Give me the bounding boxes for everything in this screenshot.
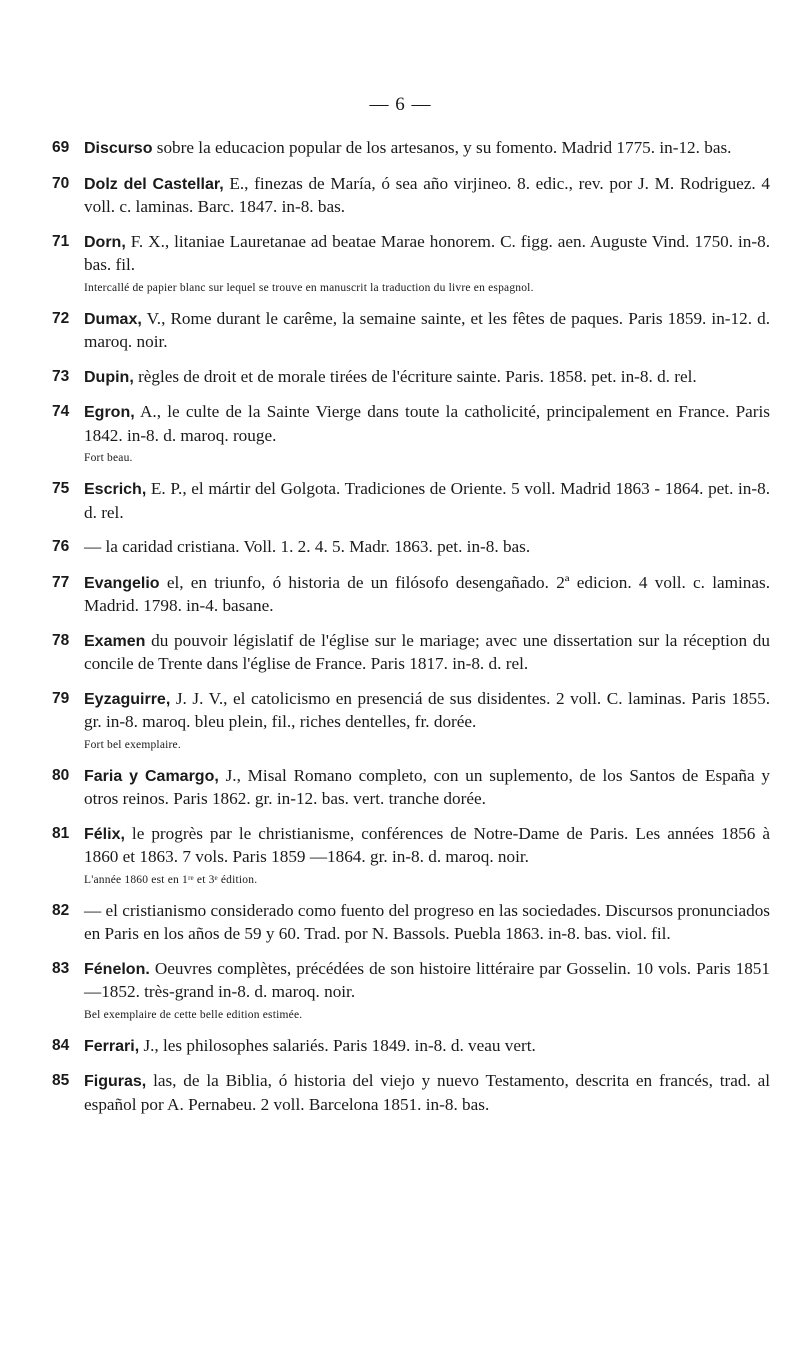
entry-number: 85	[52, 1072, 70, 1089]
entry-heading: Dolz del Castellar,	[84, 175, 224, 193]
entry-text: F. X., litaniae Lauretanae ad beatae Marae honorem. C. figg. aen. Auguste Vind. 1750. in-8. bas. fil.	[84, 231, 770, 274]
catalog-entry	[52, 231, 770, 296]
entry-number: 73	[52, 367, 70, 385]
entry-heading: Egron,	[84, 404, 135, 421]
entry-number: 79	[52, 689, 70, 707]
entry-note: L'année 1860 est en 1ʳᵉ et 3ᵉ édition.	[84, 873, 258, 886]
entry-text: — la caridad cristiana. Voll. 1. 2. 4. 5. Madr. 1863. pet. in-8. bas.	[84, 537, 531, 556]
catalog-entry	[52, 900, 770, 946]
catalog-entry	[52, 823, 770, 888]
catalog-entry	[52, 572, 770, 618]
entry-text: E., finezas de María, ó sea año virjineo. 8. edic., rev. por J. M. Rodriguez. 4 voll. c. laminas. Barc. 1847. in-8. bas.	[84, 173, 770, 216]
entry-text: sobre la educacion popular de los artesanos, y su fomento. Madrid 1775. in-12. bas.	[152, 138, 732, 157]
entry-heading: Dupin,	[84, 368, 134, 386]
entry-number: 82	[52, 901, 70, 919]
entry-note: Bel exemplaire de cette belle edition estimée.	[84, 1008, 303, 1021]
entry-heading: Fénelon.	[84, 960, 150, 978]
entry-heading: Eyzaguirre,	[84, 690, 171, 708]
catalog-entry	[52, 536, 770, 560]
entry-number: 77	[52, 573, 70, 591]
entry-note: Fort bel exemplaire.	[84, 738, 181, 751]
entry-text: J., Misal Romano completo, con un suplemento, de los Santos de España y otros reinos. Paris 1862. gr. in-12. bas. vert. tranche dorée.	[84, 765, 770, 808]
entry-text: J. J. V., el catolicismo en presenciá de sus disidentes. 2 voll. C. laminas. Paris 1855. gr. in-8. maroq. bleu plein, fil., riches dentelles, fr. dorée.	[84, 688, 770, 731]
catalog-entry	[52, 688, 770, 753]
entry-number: 71	[52, 232, 70, 250]
entry-heading: Examen	[84, 632, 146, 650]
entry-number: 81	[52, 824, 70, 842]
entry-number: 84	[52, 1036, 70, 1054]
entry-number: 74	[52, 403, 70, 420]
catalog-entry	[52, 137, 770, 161]
entry-heading: Figuras,	[84, 1073, 147, 1090]
entry-heading: Ferrari,	[84, 1037, 140, 1055]
entry-text: el, en triunfo, ó historia de un filósofo desengañado. 2ª edicion. 4 voll. c. laminas. Madrid. 1798. in-4. basane.	[84, 572, 770, 615]
entry-heading: Escrich,	[84, 481, 147, 498]
entry-number: 72	[52, 309, 70, 327]
catalog-entry	[52, 366, 770, 390]
entry-number: 83	[52, 959, 70, 977]
catalog-entry	[52, 173, 770, 219]
entry-text: A., le culte de la Sainte Vierge dans toute la catholicité, principalement en France. Paris 1842. in-8. d. maroq. rouge.	[84, 402, 770, 445]
page-number: — 6 —	[369, 94, 432, 115]
entry-text: Oeuvres complètes, précédées de son histoire littéraire par Gosselin. 10 vols. Paris 1851—1852. très-grand in-8. d. maroq. noir.	[84, 958, 770, 1001]
entry-note: Fort beau.	[84, 452, 133, 464]
entry-text: — el cristianismo considerado como fuento del progreso en las sociedades. Discursos pronunciados en Paris en los años de 59 y 60. Trad. por N. Bassols. Puebla 1863. in-8. bas. viol. fil.	[84, 900, 770, 943]
entry-number: 70	[52, 174, 70, 192]
entry-number: 75	[52, 480, 70, 497]
entry-text: las, de la Biblia, ó historia del viejo y nuevo Testamento, descrita en francés, trad. al español por A. Pernabeu. 2 voll. Barcelona 1851. in-8. bas.	[84, 1071, 770, 1114]
catalog-entry	[52, 401, 770, 466]
entry-text: du pouvoir législatif de l'église sur le mariage; avec une dissertation sur la réception du concile de Trente dans l'église de France. Paris 1817. in-8. d. rel.	[84, 630, 770, 673]
catalog-entry	[52, 308, 770, 354]
entry-heading: Félix,	[84, 825, 125, 843]
entry-number: 78	[52, 631, 70, 649]
entry-text: V., Rome durant le carême, la semaine sainte, et les fêtes de paques. Paris 1859. in-12. d. maroq. noir.	[84, 308, 770, 351]
entry-number: 80	[52, 766, 70, 784]
entry-note: Intercallé de papier blanc sur lequel se trouve en manuscrit la traduction du livre en espagnol.	[84, 281, 534, 294]
catalog-entry	[52, 1070, 770, 1116]
entry-text: J., les philosophes salariés. Paris 1849. in-8. d. veau vert.	[139, 1035, 536, 1055]
catalog-entry	[52, 630, 770, 676]
entry-heading: Evangelio	[84, 574, 160, 592]
entry-text: règles de droit et de morale tirées de l'écriture sainte. Paris. 1858. pet. in-8. d. rel.	[133, 366, 697, 386]
entry-heading: Discurso	[84, 140, 153, 157]
catalog-entry	[52, 478, 770, 524]
catalog-entry	[52, 1035, 770, 1059]
entry-heading: Dorn,	[84, 233, 126, 251]
entry-text: E. P., el mártir del Golgota. Tradiciones de Oriente. 5 voll. Madrid 1863 - 1864. pet. in-8. d. rel.	[84, 479, 770, 522]
entry-number: 76	[52, 538, 70, 555]
catalog-entries	[52, 137, 770, 1128]
entry-number: 69	[52, 139, 70, 156]
entry-text: le progrès par le christianisme, conférences de Notre-Dame de Paris. Les années 1856 à 1860 et 1863. 7 vols. Paris 1859 —1864. gr. in-8. d. maroq. noir.	[84, 823, 770, 866]
entry-heading: Dumax,	[84, 310, 142, 328]
catalog-entry	[52, 765, 770, 811]
catalog-entry	[52, 958, 770, 1023]
entry-heading: Faria y Camargo,	[84, 767, 219, 785]
